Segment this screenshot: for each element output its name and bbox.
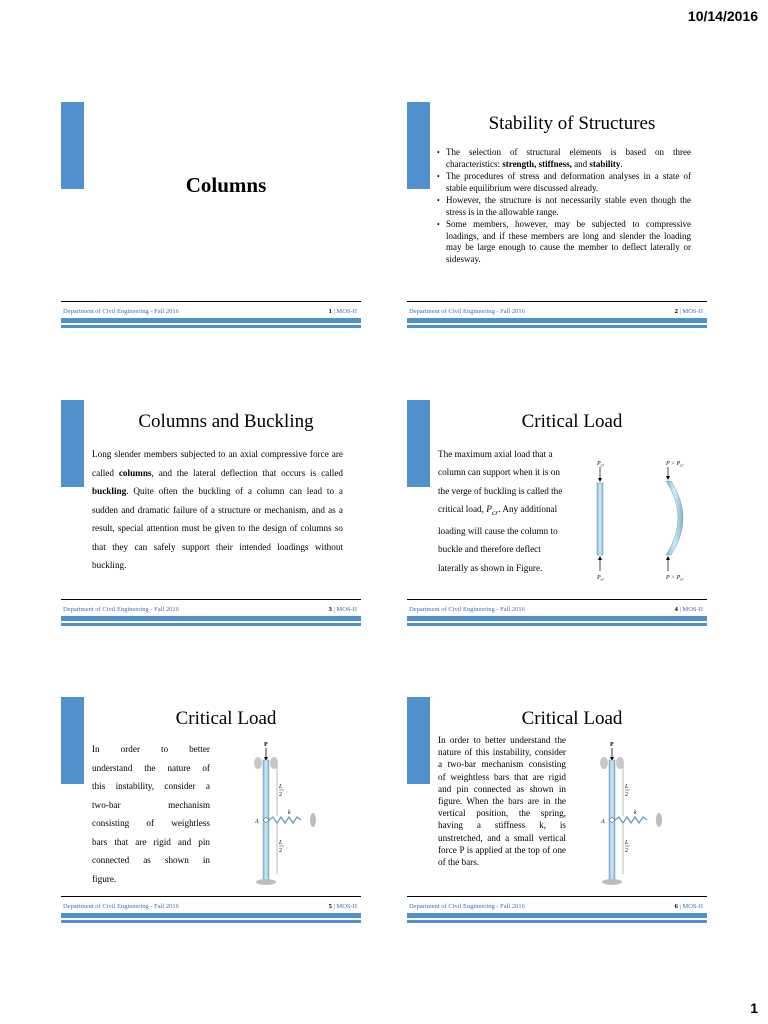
footer-bar: [407, 318, 707, 323]
footer-bar: [407, 913, 707, 918]
footer-bar: [61, 318, 361, 323]
footer-slide-number: [329, 903, 357, 910]
svg-text:L: L: [625, 840, 629, 846]
svg-text:Pcr: $P_{cr}$: [597, 575, 605, 582]
slide-1: [61, 95, 361, 330]
svg-text:A: A: [255, 819, 259, 825]
footer-bar-thin: [407, 920, 707, 923]
slide-3: [61, 393, 361, 628]
slide-6: [407, 690, 707, 925]
footer-bar-thin: [61, 325, 361, 328]
svg-text:P: P: [264, 742, 268, 748]
svg-text:L: L: [279, 840, 283, 846]
body-text: Long slender members subjected to an axial compressive force are called columns, and the lateral deflection that occurs is called buckling. Quite often the buckling of a column can lead to a sudden and dramatic failure of a structure or mechanism, and as a result, special attention must be given to the design of columns so that they can safely support their intended loadings without buckling.: [92, 449, 343, 570]
slide-5: [61, 690, 361, 925]
footer-bar-thin: [61, 623, 361, 626]
page-date: 10/14/2016: [687, 8, 758, 24]
footer-rule: [61, 599, 361, 600]
footer-rule: [61, 301, 361, 302]
footer-slide-number: [329, 606, 357, 613]
course-code: | MOS-II: [679, 308, 703, 315]
footer-department: Department of Civil Engineering - Fall 2016: [409, 308, 525, 315]
accent-bar: [407, 102, 430, 189]
accent-bar: [61, 400, 84, 487]
body-text: In order to better understand the nature of this instability, consider a two-bar mechanism consisting of weightless bars that are rigid and pin connected as shown in figure. When the bars are in the vertical position, the spring, having a stiffness k, is unstretched, and a small vertical force P is applied at the top of one of the bars.: [438, 735, 566, 868]
svg-text:P: P: [610, 742, 614, 748]
svg-text:2: 2: [625, 848, 628, 854]
footer-slide-number: [329, 308, 357, 315]
slide-2: [407, 95, 707, 330]
slide-title: Critical Load: [521, 411, 623, 432]
bullet-item: • Some members, however, may be subjected to compressive loadings, and if these members are long and slender the loading may be large enough to cause the member to deflect laterally or sidesway.: [437, 219, 691, 265]
slide-title: Critical Load: [175, 708, 277, 729]
svg-text:k: k: [634, 810, 637, 816]
footer-rule: [407, 896, 707, 897]
svg-text:A: A: [601, 819, 605, 825]
slide-title: Critical Load: [521, 708, 623, 729]
course-code: | MOS-II: [333, 606, 357, 613]
svg-text:L: L: [625, 784, 629, 790]
footer-department: Department of Civil Engineering - Fall 2016: [409, 903, 525, 910]
two-bar-mechanism-figure: [575, 736, 665, 888]
svg-text:k: k: [288, 810, 291, 816]
bullet-item: • However, the structure is not necessarily stable even though the stress is in the allowable range.: [437, 195, 691, 218]
footer-slide-number: [675, 903, 703, 910]
body-text: In order to better understand the nature of this instability, consider a two-bar mechanism consisting of weightless bars that are rigid and pin connected as shown in figure.: [92, 744, 210, 884]
bullet-item: • The procedures of stress and deformation analyses in a state of stable equilibrium were discussed already.: [437, 171, 691, 194]
svg-text:2: 2: [279, 848, 282, 854]
svg-text:P > Pcr: $P > P_{cr}$: [666, 461, 684, 468]
footer-rule: [407, 301, 707, 302]
footer-slide-number: [675, 308, 703, 315]
slide-number: 1: [328, 308, 332, 315]
footer-bar-thin: [407, 623, 707, 626]
accent-bar: [61, 697, 84, 784]
page-number: 1: [750, 1000, 758, 1016]
bullet-list: [437, 147, 691, 266]
footer-slide-number: [675, 606, 703, 613]
footer-department: Department of Civil Engineering - Fall 2016: [63, 903, 179, 910]
footer-department: Department of Civil Engineering - Fall 2016: [63, 606, 179, 613]
footer-department: Department of Civil Engineering - Fall 2016: [63, 308, 179, 315]
accent-bar: [407, 400, 430, 487]
course-code: | MOS-II: [333, 903, 357, 910]
svg-text:P > Pcr: $P > P_{cr}$: [666, 575, 684, 582]
svg-text:2: 2: [279, 792, 282, 798]
bullet-item: • The selection of structural elements is based on three characteristics: strength, stiffness, and stability.: [437, 147, 691, 170]
accent-bar: [61, 102, 84, 189]
svg-text:2: 2: [625, 792, 628, 798]
footer-bar: [61, 616, 361, 621]
course-code: | MOS-II: [679, 606, 703, 613]
footer-bar: [61, 913, 361, 918]
slide-4: [407, 393, 707, 628]
footer-bar-thin: [61, 920, 361, 923]
course-code: | MOS-II: [679, 903, 703, 910]
slide-number: 2: [674, 308, 678, 315]
slide-title: Columns: [185, 173, 267, 197]
slide-number: 6: [674, 903, 678, 910]
svg-text:Pcr: $P_{cr}$: [597, 461, 605, 468]
course-code: | MOS-II: [333, 308, 357, 315]
slide-number: 5: [328, 903, 332, 910]
accent-bar: [407, 697, 430, 784]
slide-number: 4: [674, 606, 678, 613]
slide-number: 3: [328, 606, 332, 613]
footer-department: Department of Civil Engineering - Fall 2016: [409, 606, 525, 613]
slide-title: Columns and Buckling: [138, 411, 314, 432]
footer-rule: [407, 599, 707, 600]
slide-title: Stability of Structures: [488, 113, 656, 134]
footer-bar: [407, 616, 707, 621]
svg-text:L: L: [279, 784, 283, 790]
buckling-figure: [582, 453, 707, 588]
body-text: The maximum axial load that a column can support when it is on the verge of buckling is called the critical load, $P_{cr}$. Any additional loading will cause the column to buckle and therefore deflect laterally as shown in Figure.: [438, 449, 563, 573]
footer-bar-thin: [407, 325, 707, 328]
two-bar-mechanism-figure: [229, 736, 319, 888]
footer-rule: [61, 896, 361, 897]
